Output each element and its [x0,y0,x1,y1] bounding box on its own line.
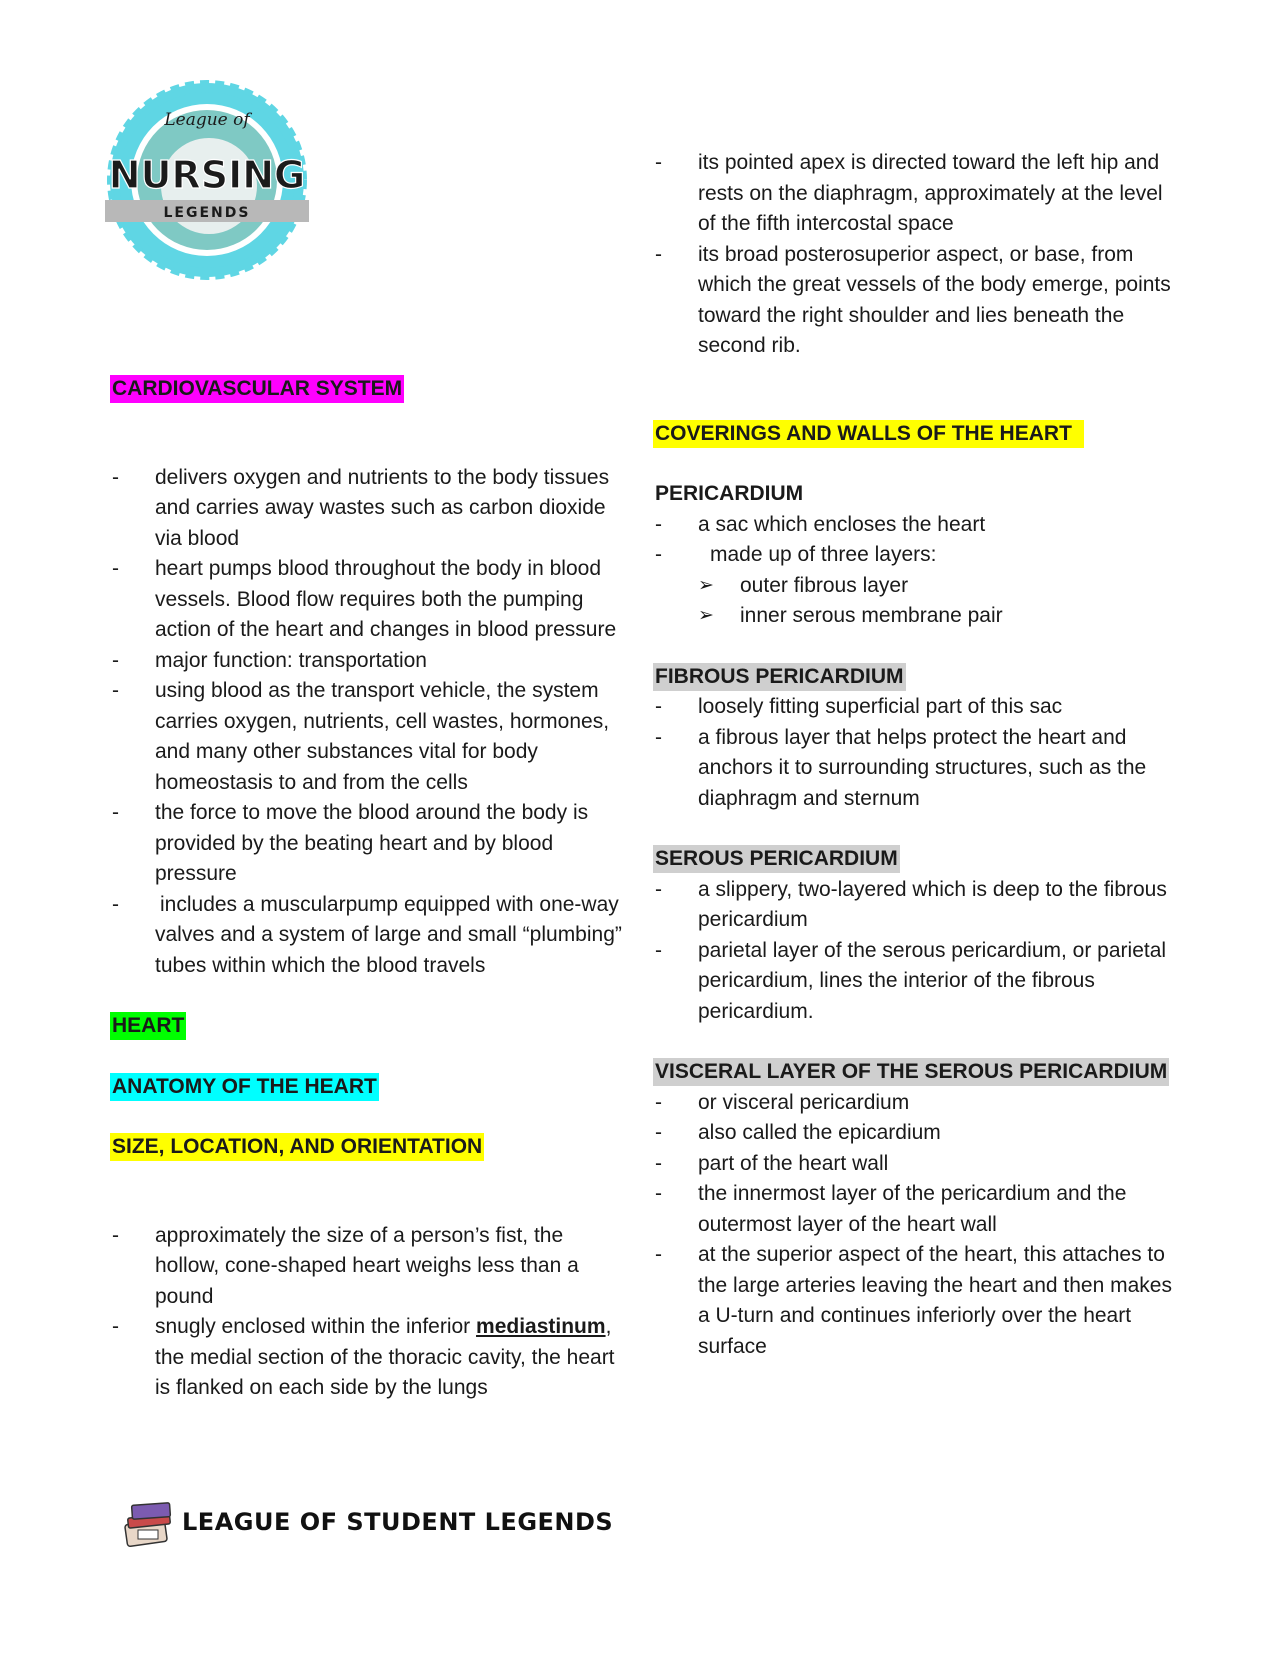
heading-text: COVERINGS AND WALLS OF THE HEART [655,421,1072,445]
list-item: ➢ outer fibrous layer [698,571,1175,602]
fibrous-list [655,692,1175,814]
list-item: - a sac which encloses the heart [655,510,1175,541]
student-legends-footer-logo [122,1500,614,1550]
list-item: - delivers oxygen and nutrients to the body tissues and carries away wastes such as carbon dioxide via blood [112,463,632,555]
logo-text-league: League of [164,110,250,130]
list-item [655,540,1175,571]
heading-serous-pericardium: SEROUS PERICARDIUM [653,845,900,873]
pericardium-list [655,510,1175,571]
heading-pericardium: PERICARDIUM [655,482,804,505]
list-item: - using blood as the transport vehicle, the system carries oxygen, nutrients, cell wastes, hormones, and many other substances vital for body homeostasis to and from the cells [112,676,632,798]
list-item: - its broad posterosuperior aspect, or base, from which the great vessels of the body emerge, points toward the right shoulder and lies beneath the second rib. [655,240,1175,362]
left-column [112,374,632,1404]
list-item: - loosely fitting superficial part of this sac [655,692,1175,723]
list-item-text: snugly enclosed within the inferior [155,1315,471,1338]
heading-visceral-layer: VISCERAL LAYER OF THE SEROUS PERICARDIUM [653,1058,1169,1086]
nursing-legends-logo [105,80,325,280]
orientation-list [655,148,1175,362]
heading-fibrous-pericardium: FIBROUS PERICARDIUM [653,663,906,691]
size-list [112,1221,632,1404]
heading-heart: HEART [110,1012,186,1040]
list-item: - part of the heart wall [655,1149,1175,1180]
list-item [112,1312,632,1404]
list-item: - or visceral pericardium [655,1088,1175,1119]
list-item-text: includes a muscularpump equipped with one-way valves and a system of large and small “plumbing” tubes within which the blood travels [155,892,622,977]
books-icon [122,1500,178,1550]
list-item: - its pointed apex is directed toward the left hip and rests on the diaphragm, approximately at the level of the fifth intercostal space [655,148,1175,240]
list-item [112,890,632,982]
heading-size-location-orientation: SIZE, LOCATION, AND ORIENTATION [110,1133,484,1161]
list-item: - approximately the size of a person’s fist, the hollow, cone-shaped heart weighs less than a pound [112,1221,632,1313]
list-item-text: made up of three layers: [710,543,937,566]
list-item: - also called the epicardium [655,1118,1175,1149]
heading-cardiovascular-system: CARDIOVASCULAR SYSTEM [110,375,404,403]
serous-list [655,875,1175,1028]
visceral-list [655,1088,1175,1363]
list-item-text: , the medial section of the thoracic cavity, the heart is flanked on each side by the lungs [155,1315,615,1399]
cardio-list [112,463,632,982]
list-item: ➢ inner serous membrane pair [698,601,1175,632]
list-item: - a fibrous layer that helps protect the heart and anchors it to surrounding structures, such as the diaphragm and sternum [655,723,1175,815]
right-column [655,148,1175,1362]
heading-coverings-and-walls [653,420,1084,448]
list-item: - the innermost layer of the pericardium and the outermost layer of the heart wall [655,1179,1175,1240]
list-item: - heart pumps blood throughout the body in blood vessels. Blood flow requires both the pumping action of the heart and changes in blood pressure [112,554,632,646]
logo-text-nursing: NURSING [108,153,306,197]
logo-badge-graphic [105,80,325,280]
pericardium-layers-list [655,571,1175,632]
list-item: - parietal layer of the serous pericardium, or parietal pericardium, lines the interior of the fibrous pericardium. [655,936,1175,1028]
term-mediastinum: mediastinum [476,1315,606,1338]
list-item: - the force to move the blood around the body is provided by the beating heart and by blood pressure [112,798,632,890]
logo-text-legends: LEGENDS [163,205,251,221]
heading-anatomy-of-the-heart: ANATOMY OF THE HEART [110,1073,379,1101]
list-item: - at the superior aspect of the heart, this attaches to the large arteries leaving the heart and then makes a U-turn and continues inferiorly over the heart surface [655,1240,1175,1362]
list-item: - a slippery, two-layered which is deep to the fibrous pericardium [655,875,1175,936]
list-item: - major function: transportation [112,646,632,677]
footer-brand-text: LEAGUE OF STUDENT LEGENDS [182,1508,614,1536]
